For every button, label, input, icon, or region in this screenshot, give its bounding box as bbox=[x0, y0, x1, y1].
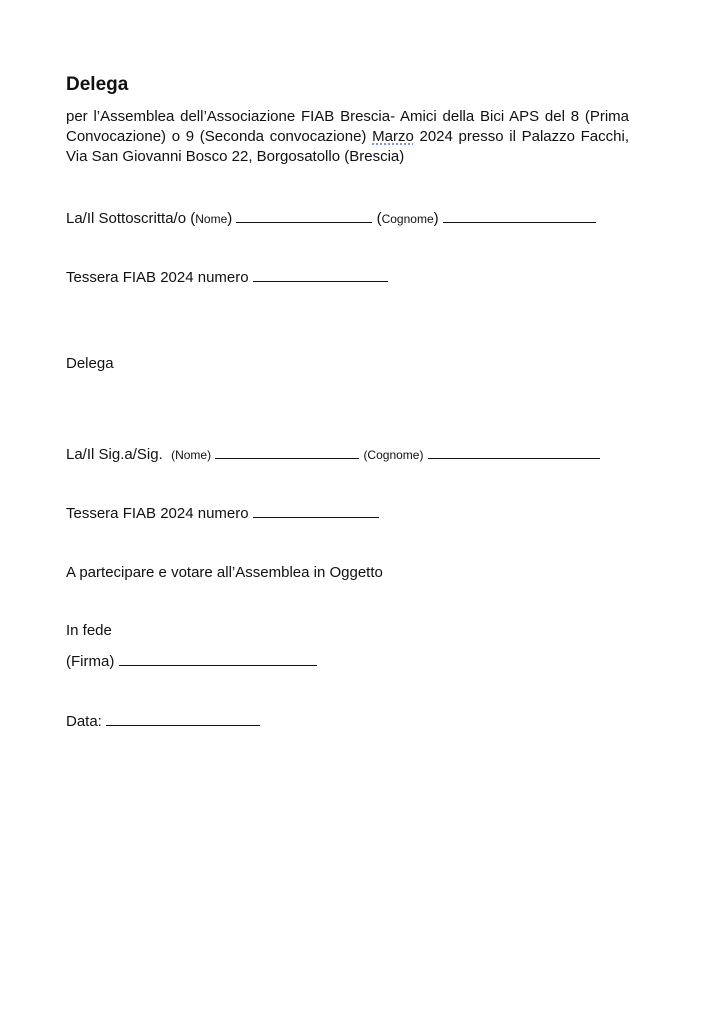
delegante-nome-field[interactable] bbox=[236, 208, 372, 223]
delegante-nome-open: ( bbox=[190, 210, 196, 227]
delegante-cognome-label: Cognome bbox=[381, 212, 434, 226]
firma-field[interactable] bbox=[119, 651, 317, 666]
intro-month-word: Marzo bbox=[372, 128, 414, 145]
intro-paragraph bbox=[66, 107, 629, 167]
intro-text-start: per l’Assemblea dell’Associazione FIAB Brescia- Amici della Bici APS del 8 (Prima Convocazione) o 9 (Seconda convocazione) bbox=[66, 108, 629, 145]
delegante-nome-label: Nome bbox=[195, 212, 228, 226]
data-line bbox=[66, 711, 260, 732]
tessera-delegato-label: Tessera FIAB 2024 numero bbox=[66, 505, 253, 522]
delegato-cognome-label: (Cognome) bbox=[363, 448, 424, 462]
intro-text-end: 2024 presso il Palazzo Facchi, Via San Giovanni Bosco 22, Borgosatollo (Brescia) bbox=[66, 128, 629, 165]
data-label: Data: bbox=[66, 713, 107, 730]
delegato-cognome-field[interactable] bbox=[428, 444, 600, 459]
firma-label: (Firma) bbox=[66, 653, 119, 670]
delegante-nome-close: ) bbox=[227, 210, 233, 227]
data-field[interactable] bbox=[106, 711, 260, 726]
tessera-delegato-field[interactable] bbox=[253, 503, 379, 518]
delegato-nome-field[interactable] bbox=[215, 444, 359, 459]
delegante-cognome-close: ) bbox=[433, 210, 439, 227]
in-fede-text: In fede bbox=[66, 622, 112, 639]
delegante-cognome-field[interactable] bbox=[443, 208, 596, 223]
delegato-label: La/Il Sig.a/Sig. bbox=[66, 446, 163, 463]
delegato-nome-label: (Nome) bbox=[171, 448, 212, 462]
delegante-line bbox=[66, 208, 596, 229]
document-title: Delega bbox=[66, 74, 129, 95]
tessera-delegato-line bbox=[66, 503, 379, 524]
participation-text: A partecipare e votare all’Assemblea in Oggetto bbox=[66, 564, 383, 581]
tessera-delegante-line bbox=[66, 267, 388, 288]
delegante-label: La/Il Sottoscritta/o bbox=[66, 210, 191, 227]
delegato-line bbox=[66, 444, 600, 465]
tessera-delegante-field[interactable] bbox=[253, 267, 388, 282]
tessera-delegante-label: Tessera FIAB 2024 numero bbox=[66, 269, 253, 286]
delegante-cognome-open: ( bbox=[376, 210, 382, 227]
delega-heading: Delega bbox=[66, 355, 114, 372]
firma-line bbox=[66, 651, 317, 672]
